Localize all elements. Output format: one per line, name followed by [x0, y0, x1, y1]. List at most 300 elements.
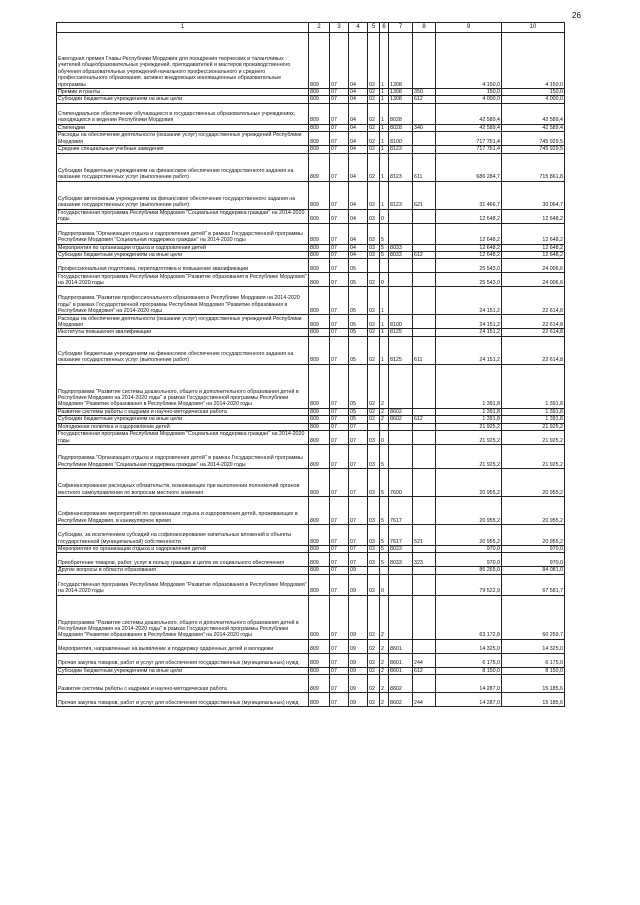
table-row	[57, 336, 565, 364]
amount-year-2: 21 925,2	[502, 445, 565, 469]
admin-code: 809	[309, 315, 330, 329]
subprogram-code: 5	[380, 469, 389, 497]
program-code: 02	[368, 89, 380, 96]
expense-type-code: 244	[413, 653, 436, 667]
line-item-name: Премии и гранты	[57, 89, 309, 96]
table-row	[57, 408, 565, 415]
expense-type-code	[413, 287, 436, 315]
section-code: 07	[330, 497, 349, 525]
expense-type-code	[413, 244, 436, 251]
expense-type-code: 350	[413, 89, 436, 96]
section-code: 07	[330, 287, 349, 315]
amount-year-1: 14 325,0	[436, 639, 502, 653]
subprogram-code: 1	[380, 146, 389, 153]
admin-code: 809	[309, 33, 330, 89]
table-row	[57, 153, 565, 181]
admin-code: 809	[309, 574, 330, 595]
program-code: 03	[368, 445, 380, 469]
expense-type-code	[413, 315, 436, 329]
amount-year-1: 717 751,4	[436, 146, 502, 153]
amount-year-2: 1 391,8	[502, 364, 565, 408]
amount-year-1: 86 265,0	[436, 567, 502, 574]
expense-type-code	[413, 595, 436, 639]
program-code: 02	[368, 364, 380, 408]
subsection-code: 09	[349, 675, 368, 693]
target-code: 8123	[389, 153, 413, 181]
program-code: 02	[368, 639, 380, 653]
amount-year-1: 20 955,2	[436, 497, 502, 525]
target-code	[389, 223, 413, 244]
admin-code: 809	[309, 408, 330, 415]
line-item-name: Расходы на обеспечение деятельности (оказание услуг) государственных учреждений Республики Мордовия	[57, 132, 309, 146]
program-code: 03	[368, 244, 380, 251]
section-code: 07	[330, 364, 349, 408]
line-item-name: Подпрограмма "Организация отдыха и оздоровления детей" в рамках Государственной программы Республики Мордовия "Социальная поддержка граждан" на 2014-2020 годы	[57, 445, 309, 469]
table-row	[57, 497, 565, 525]
subprogram-code: 2	[380, 693, 389, 707]
amount-year-1: 970,0	[436, 546, 502, 553]
target-code: 8123	[389, 181, 413, 209]
amount-year-2: 1 391,8	[502, 408, 565, 415]
amount-year-2: 15 185,6	[502, 675, 565, 693]
section-code: 07	[330, 525, 349, 546]
column-header-10: 10	[502, 23, 565, 33]
line-item-name: Субсидии, за исключением субсидий на софинансирование капитальных вложений в объекты государственной (муниципальной) собственности	[57, 525, 309, 546]
subsection-code: 04	[349, 181, 368, 209]
admin-code: 809	[309, 181, 330, 209]
expense-type-code	[413, 273, 436, 287]
amount-year-1: 24 151,2	[436, 336, 502, 364]
admin-code: 809	[309, 497, 330, 525]
target-code	[389, 364, 413, 408]
program-code: 03	[368, 546, 380, 553]
amount-year-1: 63 172,8	[436, 595, 502, 639]
amount-year-1: 20 955,2	[436, 469, 502, 497]
expense-type-code	[413, 497, 436, 525]
amount-year-2: 12 648,2	[502, 252, 565, 259]
target-code: 8125	[389, 329, 413, 336]
amount-year-2: 745 929,5	[502, 146, 565, 153]
admin-code: 809	[309, 553, 330, 567]
amount-year-2: 12 648,2	[502, 244, 565, 251]
admin-code: 809	[309, 364, 330, 408]
subprogram-code: 2	[380, 595, 389, 639]
target-code: 8602	[389, 675, 413, 693]
line-item-name: Государственная программа Республики Мордовия "Социальная поддержка граждан" на 2014-2020 годы	[57, 209, 309, 223]
table-row	[57, 96, 565, 103]
subprogram-code: 5	[380, 546, 389, 553]
target-code	[389, 595, 413, 639]
section-code: 07	[330, 675, 349, 693]
subprogram-code: 5	[380, 223, 389, 244]
table-row	[57, 595, 565, 639]
amount-year-1: 150,0	[436, 89, 502, 96]
line-item-name: Подпрограмма "Развитие системы дошкольного, общего и дополнительного образования детей в Республике Мордовия на 2014-2020 годы" в рамках Государственной программы Республики Мордовия "Развитие образования в Республике Мордовия" на 2014-2020 годы	[57, 364, 309, 408]
subsection-code: 04	[349, 132, 368, 146]
expense-type-code: 244	[413, 693, 436, 707]
section-code: 07	[330, 259, 349, 273]
target-code: 8100	[389, 132, 413, 146]
expense-type-code	[413, 423, 436, 430]
table-row	[57, 146, 565, 153]
amount-year-2: 42 589,4	[502, 124, 565, 131]
amount-year-2: 150,0	[502, 89, 565, 96]
table-row	[57, 431, 565, 445]
header-row	[57, 23, 565, 33]
table-row	[57, 445, 565, 469]
program-code: 03	[368, 209, 380, 223]
admin-code: 809	[309, 223, 330, 244]
column-header-8: 8	[413, 23, 436, 33]
program-code: 02	[368, 33, 380, 89]
target-code: 8100	[389, 315, 413, 329]
expense-type-code: 611	[413, 336, 436, 364]
line-item-name: Государственная программа Республики Мордовия "Развитие образования в Республике Мордовия" на 2014-2020 годы	[58, 273, 307, 287]
amount-year-2: 4 000,0	[502, 96, 565, 103]
line-item-name: Прочая закупка товаров, работ и услуг для обеспечения государственных (муниципальных) нужд	[57, 653, 309, 667]
table-row	[57, 103, 565, 124]
subsection-code: 04	[349, 96, 368, 103]
section-code: 07	[330, 546, 349, 553]
expense-type-code: 612	[413, 96, 436, 103]
expense-type-code	[413, 445, 436, 469]
section-code: 07	[330, 408, 349, 415]
program-code	[368, 259, 380, 273]
amount-year-2: 745 929,5	[502, 132, 565, 146]
target-code	[389, 287, 413, 315]
expense-type-code	[413, 209, 436, 223]
admin-code: 809	[309, 416, 330, 423]
subsection-code: 07	[349, 553, 368, 567]
amount-year-1: 14 287,0	[436, 675, 502, 693]
admin-code: 809	[309, 567, 330, 574]
amount-year-2: 15 185,6	[502, 693, 565, 707]
table-row	[57, 675, 565, 693]
line-item-name: Ежегодная премия Главы Республики Мордовия для поощрения творческих и талантливых учителей общеобразовательных учреждений, преподавателей и мастеров производственного обучения образовательных учреждений начального профессионального и среднего профессионального образования, активно внедряющих инновационные образовательные программы	[57, 33, 309, 89]
expense-type-code	[413, 132, 436, 146]
program-code: 02	[368, 408, 380, 415]
section-code: 07	[330, 223, 349, 244]
target-code	[389, 431, 413, 445]
amount-year-1: 1 391,8	[436, 408, 502, 415]
amount-year-1: 24 151,2	[436, 287, 502, 315]
subsection-code: 07	[349, 423, 368, 430]
admin-code: 809	[309, 667, 330, 674]
target-code: 8033	[389, 252, 413, 259]
subprogram-code	[380, 423, 389, 430]
amount-year-1: 21 925,2	[436, 423, 502, 430]
section-code: 07	[330, 273, 349, 287]
amount-year-2: 84 081,0	[502, 567, 565, 574]
amount-year-2: 21 925,2	[502, 423, 565, 430]
expense-type-code: 340	[413, 124, 436, 131]
amount-year-2: 14 325,0	[502, 639, 565, 653]
line-item-name: Софинансирование мероприятий по организации отдыха и оздоровления детей, проживающих в Республике Мордовия, в каникулярное время	[57, 497, 309, 525]
target-code	[389, 445, 413, 469]
expense-type-code	[413, 103, 436, 124]
target-code: 8033	[389, 553, 413, 567]
section-code: 07	[330, 315, 349, 329]
line-item-name: Субсидии автономным учреждениям на финансовое обеспечение государственного задания на оказание государственных услуг (выполнение работ)	[57, 181, 309, 209]
subsection-code: 07	[349, 431, 368, 445]
expense-type-code	[413, 259, 436, 273]
amount-year-2: 22 614,8	[502, 287, 565, 315]
page-number: 26	[572, 11, 581, 20]
amount-year-1: 21 925,2	[436, 431, 502, 445]
target-code: 8601	[389, 653, 413, 667]
program-code: 02	[368, 132, 380, 146]
amount-year-2: 22 614,8	[502, 315, 565, 329]
subsection-code: 05	[349, 408, 368, 415]
amount-year-1: 42 589,4	[436, 124, 502, 131]
amount-year-1: 717 751,4	[436, 132, 502, 146]
target-code	[389, 259, 413, 273]
subprogram-code: 1	[380, 124, 389, 131]
table-row	[57, 89, 565, 96]
line-item-name: Субсидии бюджетным учреждениям на иные цели	[57, 252, 309, 259]
section-code: 07	[330, 103, 349, 124]
program-code: 02	[368, 416, 380, 423]
subprogram-code: 5	[380, 525, 389, 546]
column-header-5: 5	[368, 23, 380, 33]
target-code: 8028	[389, 124, 413, 131]
admin-code: 809	[309, 431, 330, 445]
amount-year-2: 60 259,7	[502, 595, 565, 639]
subprogram-code: 2	[380, 675, 389, 693]
table-row	[57, 315, 565, 329]
amount-year-2: 715 861,8	[502, 153, 565, 181]
section-code: 07	[330, 89, 349, 96]
section-code: 07	[330, 181, 349, 209]
amount-year-1: 12 648,2	[436, 223, 502, 244]
line-item-name: Средние специальные учебные заведения	[57, 146, 309, 153]
line-item-name: Подпрограмма "Развитие профессионального образования в Республике Мордовия на 2014-2020 годы" в рамках Государственной программы Республики Мордовия "Развитие образования в Республике Мордовия" на 2014-2020 годы	[57, 287, 309, 315]
line-item-name: Мероприятия, направленные на выявление и поддержку одаренных детей и молодежи	[57, 639, 309, 653]
table-row	[57, 639, 565, 653]
amount-year-1: 79 522,9	[436, 574, 502, 595]
table-row	[57, 132, 565, 146]
table-row	[57, 259, 565, 273]
subsection-code: 04	[349, 33, 368, 89]
subprogram-code: 1	[380, 287, 389, 315]
amount-year-2: 6 175,0	[502, 653, 565, 667]
admin-code: 809	[309, 546, 330, 553]
column-header-6: 6	[380, 23, 389, 33]
expense-type-code	[413, 146, 436, 153]
table-row	[57, 124, 565, 131]
section-code: 07	[330, 329, 349, 336]
line-item-name: Развитие системы работы с кадрами и научно-методическая работа	[57, 408, 309, 415]
amount-year-2: 1 391,8	[502, 416, 565, 423]
line-item-name: Стипендии	[57, 124, 309, 131]
program-code: 03	[368, 497, 380, 525]
section-code: 07	[330, 423, 349, 430]
column-header-7: 7	[389, 23, 413, 33]
line-item-name: Субсидии бюджетным учреждениям на иные цели	[57, 667, 309, 674]
target-code: 7600	[389, 469, 413, 497]
target-code: 8602	[389, 408, 413, 415]
amount-year-2: 20 955,2	[502, 497, 565, 525]
subprogram-code: 2	[380, 408, 389, 415]
target-code: 8033	[389, 244, 413, 251]
subprogram-code: 2	[380, 667, 389, 674]
section-code: 07	[330, 667, 349, 674]
line-item-name: Субсидии бюджетным учреждениям на финансовое обеспечение государственного задания на оказание государственных услуг (выполнение работ)	[57, 153, 309, 181]
target-code: 1308	[389, 96, 413, 103]
table-body	[57, 33, 565, 707]
table-row	[57, 416, 565, 423]
subprogram-code: 0	[380, 209, 389, 223]
expense-type-code: 612	[413, 416, 436, 423]
line-item-name: Государственная программа Республики Мордовия "Развитие образования в Республике Мордовия" на 2014-2020 годы	[57, 574, 309, 595]
subsection-code: 04	[349, 146, 368, 153]
amount-year-1: 25 543,0	[436, 273, 502, 287]
line-item-name: Подпрограмма "Организация отдыха и оздоровления детей" в рамках Государственной программы Республики Мордовия "Социальная поддержка граждан" на 2014-2020 годы	[57, 223, 309, 244]
admin-code: 809	[309, 209, 330, 223]
subsection-code: 04	[349, 103, 368, 124]
amount-year-2: 20 955,2	[502, 525, 565, 546]
admin-code: 809	[309, 693, 330, 707]
line-item-name: Мероприятия по организации отдыха и оздоровления детей	[57, 244, 309, 251]
subsection-code: 04	[349, 252, 368, 259]
target-code: 8602	[389, 416, 413, 423]
section-code: 07	[330, 96, 349, 103]
subprogram-code: 2	[380, 364, 389, 408]
program-code: 02	[368, 336, 380, 364]
table-row	[57, 287, 565, 315]
amount-year-1: 12 648,2	[436, 209, 502, 223]
amount-year-1: 24 151,2	[436, 315, 502, 329]
section-code: 07	[330, 574, 349, 595]
subprogram-code: 1	[380, 181, 389, 209]
subprogram-code: 0	[380, 574, 389, 595]
admin-code: 809	[309, 259, 330, 273]
admin-code: 809	[309, 653, 330, 667]
expense-type-code	[413, 431, 436, 445]
admin-code: 809	[309, 124, 330, 131]
expense-type-code	[413, 329, 436, 336]
table-row	[57, 329, 565, 336]
subprogram-code: 2	[380, 639, 389, 653]
subprogram-code: 5	[380, 252, 389, 259]
amount-year-1: 24 151,2	[436, 329, 502, 336]
program-code: 02	[368, 595, 380, 639]
expense-type-code: 521	[413, 525, 436, 546]
section-code: 07	[330, 639, 349, 653]
expense-type-code	[413, 223, 436, 244]
admin-code: 809	[309, 153, 330, 181]
subsection-code: 05	[349, 259, 368, 273]
subprogram-code: 1	[380, 89, 389, 96]
expense-type-code: 612	[413, 252, 436, 259]
target-code: 8602	[389, 693, 413, 707]
amount-year-1: 6 175,0	[436, 653, 502, 667]
line-item-name: Мероприятия по организации отдыха и оздоровления детей	[57, 546, 309, 553]
program-code: 02	[368, 574, 380, 595]
column-header-2: 2	[309, 23, 330, 33]
section-code: 07	[330, 553, 349, 567]
subsection-code: 05	[349, 287, 368, 315]
section-code: 07	[330, 244, 349, 251]
expense-type-code	[413, 675, 436, 693]
line-item-name: Развитие системы работы с кадрами и научно-методическая работа	[57, 675, 309, 693]
target-code	[389, 574, 413, 595]
amount-year-1: 21 925,2	[436, 445, 502, 469]
subsection-code: 09	[349, 595, 368, 639]
subprogram-code: 1	[380, 132, 389, 146]
admin-code: 809	[309, 287, 330, 315]
table-row	[57, 574, 565, 595]
admin-code: 809	[309, 595, 330, 639]
program-code: 03	[368, 525, 380, 546]
subsection-code: 04	[349, 89, 368, 96]
program-code: 03	[368, 469, 380, 497]
subprogram-code: 1	[380, 329, 389, 336]
subprogram-code: 1	[380, 315, 389, 329]
subsection-code: 09	[349, 574, 368, 595]
subsection-code: 04	[349, 153, 368, 181]
amount-year-1: 8 150,0	[436, 667, 502, 674]
program-code: 02	[368, 273, 380, 287]
line-item-name: Софинансирование расходных обязательств, возникающих при выполнении полномочий органов местного самоуправления по вопросам местного значения	[57, 469, 309, 497]
line-item-name: Государственная программа Республики Мордовия "Социальная поддержка граждан" на 2014-2020 годы	[57, 431, 309, 445]
admin-code: 809	[309, 244, 330, 251]
section-code: 07	[330, 33, 349, 89]
table-row	[57, 209, 565, 223]
amount-year-2: 970,0	[502, 546, 565, 553]
expense-type-code: 621	[413, 181, 436, 209]
section-code: 07	[330, 153, 349, 181]
admin-code: 809	[309, 329, 330, 336]
admin-code: 809	[309, 132, 330, 146]
section-code: 07	[330, 431, 349, 445]
program-code: 02	[368, 287, 380, 315]
subsection-code: 04	[349, 124, 368, 131]
subsection-code: 05	[349, 315, 368, 329]
subsection-code: 07	[349, 445, 368, 469]
amount-year-2: 24 006,6	[502, 259, 565, 273]
subsection-code: 09	[349, 693, 368, 707]
amount-year-2: 22 614,8	[502, 336, 565, 364]
program-code: 02	[368, 667, 380, 674]
section-code: 07	[330, 132, 349, 146]
subsection-code: 05	[349, 329, 368, 336]
subprogram-code: 5	[380, 497, 389, 525]
admin-code: 809	[309, 89, 330, 96]
amount-year-2: 12 648,2	[502, 209, 565, 223]
expense-type-code	[413, 639, 436, 653]
column-header-4: 4	[349, 23, 368, 33]
line-item-name: Подпрограмма "Развитие системы дошкольного, общего и дополнительного образования детей в Республике Мордовия на 2014-2020 годы" в рамках Государственной программы Республики Мордовия "Развитие образования в Республике Мордовия" на 2014-2020 годы	[57, 595, 309, 639]
amount-year-1: 25 543,0	[436, 259, 502, 273]
section-code: 07	[330, 469, 349, 497]
table-row	[57, 273, 565, 287]
amount-year-1: 31 466,7	[436, 181, 502, 209]
admin-code: 809	[309, 639, 330, 653]
expense-type-code: 612	[413, 667, 436, 674]
amount-year-2: 4 150,0	[502, 33, 565, 89]
table-row	[57, 181, 565, 209]
admin-code: 809	[309, 252, 330, 259]
amount-year-1: 970,0	[436, 553, 502, 567]
target-code: 8601	[389, 639, 413, 653]
amount-year-2: 30 064,7	[502, 181, 565, 209]
program-code: 02	[368, 153, 380, 181]
subsection-code: 07	[349, 525, 368, 546]
amount-year-2: 12 648,2	[502, 223, 565, 244]
subsection-code: 09	[349, 653, 368, 667]
amount-year-1: 42 589,4	[436, 103, 502, 124]
